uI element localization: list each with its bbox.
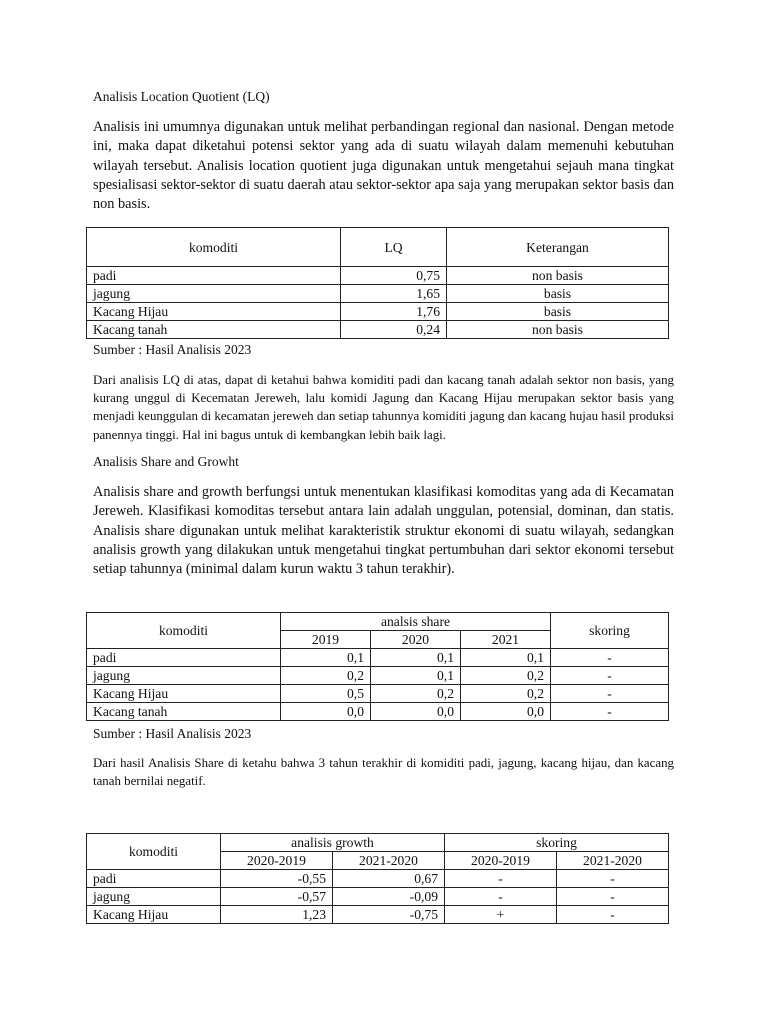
lq-cell-keterangan: non basis xyxy=(447,321,669,339)
table-row xyxy=(87,870,669,888)
share-header-skoring: skoring xyxy=(551,613,669,649)
share-table xyxy=(86,612,669,721)
share-cell-skoring: - xyxy=(551,649,669,667)
share-growth-intro-paragraph: Analisis share and growth berfungsi untuk menentukan klasifikasi komoditas yang ada di Kecamatan Jereweh. Klasifikasi komoditas tersebut antara lain adalah unggulan, potensial, dominan, dan statis. Analisis share digunakan untuk melihat karakteristik struktur ekonomi di suatu wilayah, sedangkan analisis growth yang dilakukan untuk mengetahui tingkat pertumbuhan dari sektor ekonomi tersebut setiap tahunnya (minimal dalam kurun waktu 3 tahun terakhir). xyxy=(93,484,674,578)
share-header-group: analsis share xyxy=(281,613,551,631)
lq-header-komoditi: komoditi xyxy=(87,228,341,267)
lq-cell-komoditi: Kacang tanah xyxy=(87,321,341,339)
growth-cell-skoring: - xyxy=(557,888,669,906)
growth-cell-value: -0,55 xyxy=(221,870,333,888)
share-cell-value: 0,1 xyxy=(371,649,461,667)
share-growth-heading: Analisis Share and Growht xyxy=(93,454,239,469)
lq-cell-keterangan: non basis xyxy=(447,267,669,285)
lq-cell-komoditi: jagung xyxy=(87,285,341,303)
growth-cell-skoring: - xyxy=(445,888,557,906)
share-header-year: 2021 xyxy=(461,631,551,649)
share-cell-komoditi: Kacang Hijau xyxy=(87,685,281,703)
table-row xyxy=(87,321,669,339)
share-cell-skoring: - xyxy=(551,667,669,685)
growth-header-skoring: skoring xyxy=(445,834,669,852)
growth-cell-skoring: - xyxy=(445,870,557,888)
table-row xyxy=(87,906,669,924)
share-header-komoditi: komoditi xyxy=(87,613,281,649)
growth-cell-komoditi: jagung xyxy=(87,888,221,906)
share-header-year: 2019 xyxy=(281,631,371,649)
share-cell-value: 0,1 xyxy=(281,649,371,667)
lq-table xyxy=(86,227,669,339)
share-cell-value: 0,1 xyxy=(461,649,551,667)
lq-cell-komoditi: padi xyxy=(87,267,341,285)
share-cell-komoditi: padi xyxy=(87,649,281,667)
growth-cell-value: -0,57 xyxy=(221,888,333,906)
lq-source-note: Sumber : Hasil Analisis 2023 xyxy=(93,342,252,357)
growth-table xyxy=(86,833,669,924)
share-cell-skoring: - xyxy=(551,685,669,703)
lq-header-keterangan: Keterangan xyxy=(447,228,669,267)
share-cell-value: 0,0 xyxy=(281,703,371,721)
lq-header-lq: LQ xyxy=(341,228,447,267)
share-conclusion-paragraph: Dari hasil Analisis Share di ketahu bahwa 3 tahun terakhir di komiditi padi, jagung, kacang hijau, dan kacang tanah bernilai negatif. xyxy=(93,756,674,789)
growth-cell-value: -0,09 xyxy=(333,888,445,906)
lq-cell-komoditi: Kacang Hijau xyxy=(87,303,341,321)
share-cell-komoditi: jagung xyxy=(87,667,281,685)
growth-header-group: analisis growth xyxy=(221,834,445,852)
share-cell-komoditi: Kacang tanah xyxy=(87,703,281,721)
share-cell-value: 0,2 xyxy=(281,667,371,685)
growth-header-period: 2020-2019 xyxy=(221,852,333,870)
growth-cell-skoring: + xyxy=(445,906,557,924)
table-row xyxy=(87,888,669,906)
growth-cell-komoditi: padi xyxy=(87,870,221,888)
share-cell-value: 0,0 xyxy=(371,703,461,721)
growth-header-period: 2021-2020 xyxy=(557,852,669,870)
table-row xyxy=(87,267,669,285)
growth-cell-value: 0,67 xyxy=(333,870,445,888)
growth-header-period: 2020-2019 xyxy=(445,852,557,870)
table-row xyxy=(87,285,669,303)
lq-intro-paragraph: Analisis ini umumnya digunakan untuk melihat perbandingan regional dan nasional. Dengan metode ini, maka dapat diketahui potensi sektor yang ada di suatu wilayah dalam memenuhi kebutuhan wilayah tersebut. Analisis location quotient juga digunakan untuk mengetahui sejauh mana tingkat spesialisasi sektor-sektor di suatu daerah atau sektor-sektor apa saja yang merupakan sektor basis dan non basis. xyxy=(93,119,674,213)
lq-cell-value: 1,65 xyxy=(341,285,447,303)
share-header-year: 2020 xyxy=(371,631,461,649)
table-row xyxy=(87,303,669,321)
growth-cell-value: -0,75 xyxy=(333,906,445,924)
table-row xyxy=(87,685,669,703)
growth-cell-value: 1,23 xyxy=(221,906,333,924)
share-source-note: Sumber : Hasil Analisis 2023 xyxy=(93,726,252,741)
share-cell-value: 0,5 xyxy=(281,685,371,703)
share-cell-value: 0,1 xyxy=(371,667,461,685)
growth-header-period: 2021-2020 xyxy=(333,852,445,870)
table-row xyxy=(87,667,669,685)
share-cell-value: 0,2 xyxy=(461,667,551,685)
table-row xyxy=(87,649,669,667)
lq-cell-keterangan: basis xyxy=(447,303,669,321)
lq-cell-value: 0,24 xyxy=(341,321,447,339)
lq-cell-value: 1,76 xyxy=(341,303,447,321)
growth-header-komoditi: komoditi xyxy=(87,834,221,870)
share-cell-value: 0,0 xyxy=(461,703,551,721)
growth-cell-komoditi: Kacang Hijau xyxy=(87,906,221,924)
lq-cell-value: 0,75 xyxy=(341,267,447,285)
lq-cell-keterangan: basis xyxy=(447,285,669,303)
growth-cell-skoring: - xyxy=(557,906,669,924)
share-cell-value: 0,2 xyxy=(461,685,551,703)
share-cell-value: 0,2 xyxy=(371,685,461,703)
lq-conclusion-paragraph: Dari analisis LQ di atas, dapat di ketahui bahwa komiditi padi dan kacang tanah adalah sektor non basis, yang kurang unggul di Kecematan Jereweh, lalu komidi Jagung dan Kacang Hijau merupakan sektor basis yang menjadi keunggulan di kecamatan jereweh dan setiap tahunnya komiditi jagung dan kacang hujau hasil produksi panennya tinggi. Hal ini bagus untuk di kembangkan lebih baik lagi. xyxy=(93,373,674,442)
table-row xyxy=(87,703,669,721)
lq-heading: Analisis Location Quotient (LQ) xyxy=(93,89,270,104)
share-cell-skoring: - xyxy=(551,703,669,721)
growth-cell-skoring: - xyxy=(557,870,669,888)
